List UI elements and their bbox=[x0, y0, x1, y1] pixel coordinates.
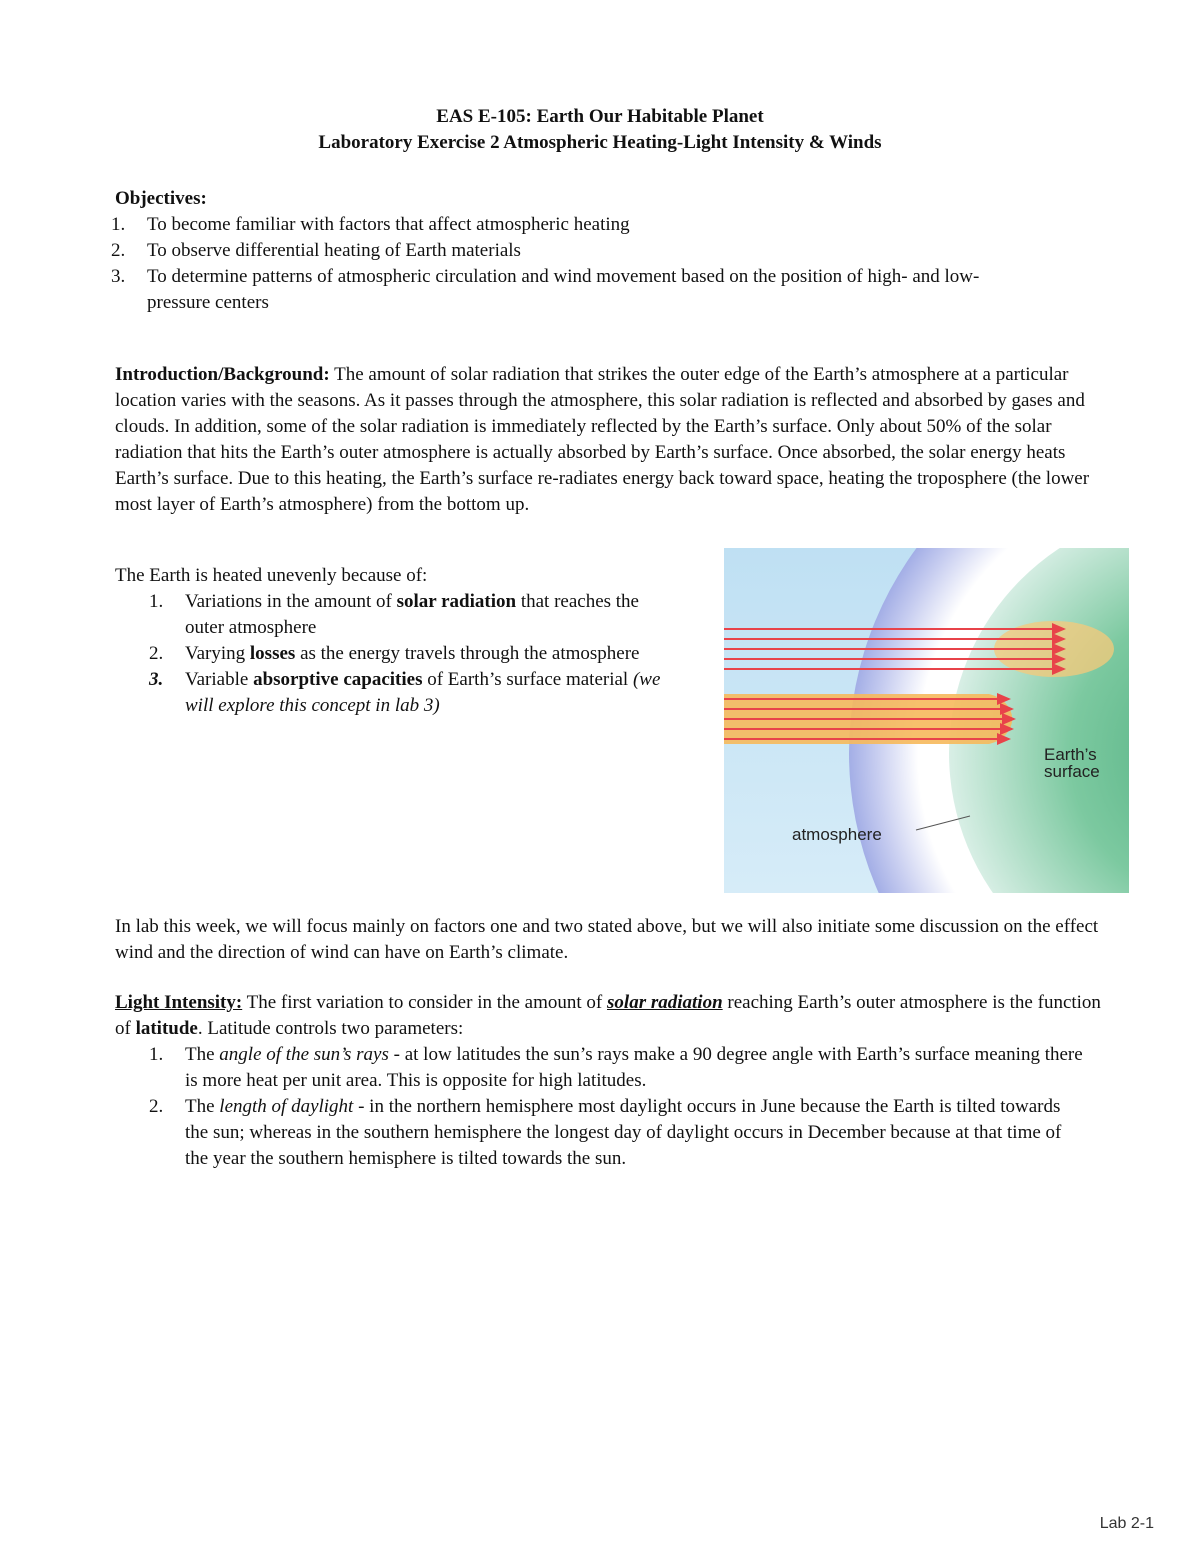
uneven-item: 3. Variable absorptive capacities of Earth’s surface material (we will explore this concept in lab 3) bbox=[149, 669, 661, 716]
focus-paragraph: In lab this week, we will focus mainly on factors one and two stated above, but we will also initiate some discussion on the effect wind and the direction of wind can have on Earth’s climate. bbox=[115, 916, 1099, 963]
earth-surface-label: surface bbox=[1044, 762, 1100, 781]
objectives-section bbox=[111, 186, 1115, 316]
light-intensity-section bbox=[115, 990, 1115, 1172]
atmosphere-label: atmosphere bbox=[792, 825, 882, 844]
objective-item: 1. To become familiar with factors that affect atmospheric heating bbox=[111, 214, 630, 235]
uneven-heating-section bbox=[115, 563, 675, 719]
intro-heading: Introduction/Background: bbox=[115, 364, 330, 385]
uneven-item: 1. Variations in the amount of solar radiation that reaches the outer atmosphere bbox=[149, 591, 639, 638]
uneven-item: 2. Varying losses as the energy travels through the atmosphere bbox=[149, 643, 640, 664]
course-title: EAS E-105: Earth Our Habitable Planet bbox=[436, 106, 764, 127]
intro-text: The amount of solar radiation that strikes the outer edge of the Earth’s atmosphere at a particular location varies with the seasons. As it passes through the atmosphere, this solar radiation is reflected and absorbed by gases and clouds. In addition, some of the solar radiation is immediately reflected by the Earth’s surface. Only about 50% of the solar radiation that hits the Earth’s outer atmosphere is actually absorbed by Earth’s surface. Once absorbed, the solar energy heats Earth’s surface. Due to this heating, the Earth’s surface re-radiates energy back toward space, heating the troposphere (the lower most layer of Earth’s atmosphere) from the bottom up. bbox=[115, 364, 1090, 515]
latitude-parameters-list bbox=[115, 1042, 1085, 1172]
light-intensity-heading: Light Intensity: bbox=[115, 992, 243, 1013]
objective-item: 3. To determine patterns of atmospheric circulation and wind movement based on the position of high- and low-pressure centers bbox=[111, 266, 980, 313]
objectives-heading: Objectives: bbox=[115, 188, 207, 209]
uneven-list bbox=[115, 589, 675, 719]
objectives-list bbox=[77, 212, 1007, 316]
parameter-item: 1. The angle of the sun’s rays - at low latitudes the sun’s rays make a 90 degree angle with Earth’s surface meaning there is more heat per unit area. This is opposite for high latitudes. bbox=[149, 1044, 1083, 1091]
parameter-item: 2. The length of daylight - in the northern hemisphere most daylight occurs in June because the Earth is tilted towards the sun; whereas in the southern hemisphere the longest day of daylight occurs in December because at that time of the year the southern hemisphere is tilted towards the sun. bbox=[149, 1096, 1062, 1169]
objective-item: 2. To observe differential heating of Earth materials bbox=[111, 240, 521, 261]
earth-surface-label: Earth’s bbox=[1044, 745, 1097, 764]
lab-title: Laboratory Exercise 2 Atmospheric Heating-Light Intensity & Winds bbox=[318, 132, 882, 153]
light-intensity-paragraph: Light Intensity: The first variation to consider in the amount of solar radiation reaching Earth’s outer atmosphere is the function of latitude. Latitude controls two parameters: bbox=[115, 992, 1101, 1039]
page-number: Lab 2-1 bbox=[1099, 1515, 1154, 1532]
atmosphere-figure bbox=[724, 548, 1129, 893]
uneven-lead: The Earth is heated unevenly because of: bbox=[115, 565, 428, 586]
intro-paragraph bbox=[115, 362, 1115, 518]
